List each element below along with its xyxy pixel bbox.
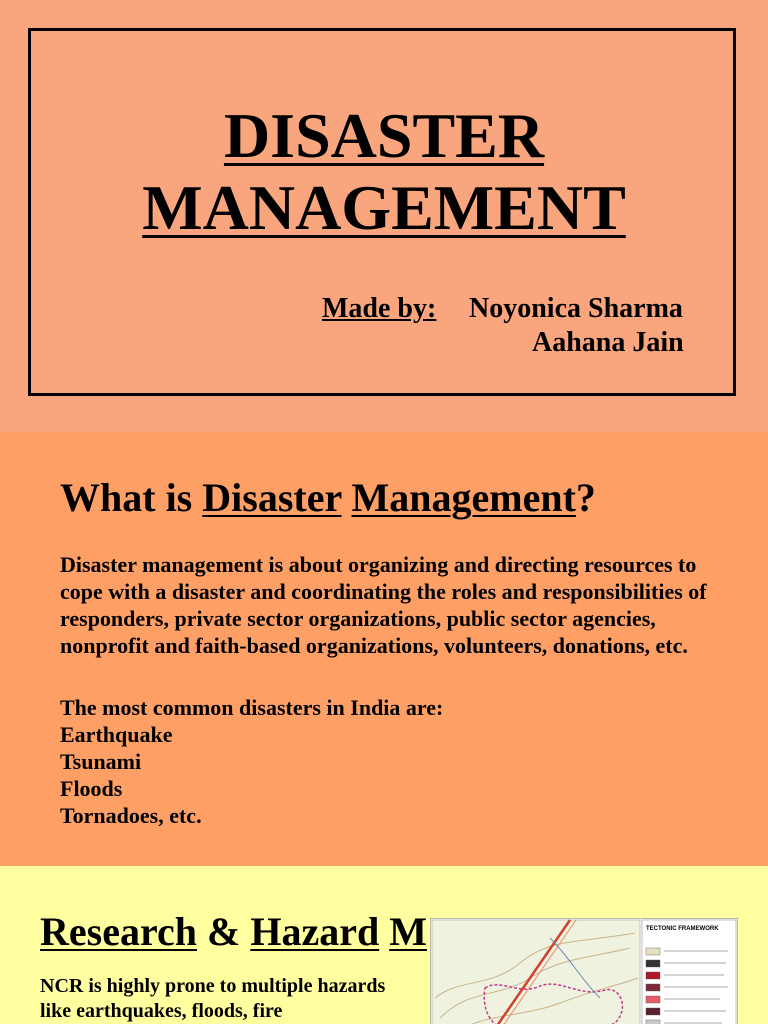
heading-word-mapping-partial: M (389, 909, 427, 954)
made-by-label: Made by: (322, 293, 437, 324)
title-line-2: MANAGEMENT (142, 172, 626, 243)
research-slide (0, 866, 768, 1024)
heading-word-management: Management (351, 475, 576, 520)
author-2: Aahana Jain (532, 327, 684, 358)
author-1: Noyonica Sharma (469, 293, 683, 324)
disaster-list-intro: The most common disasters in India are: (60, 695, 444, 720)
title-slide (0, 0, 768, 432)
title-line-1: DISASTER (223, 100, 545, 171)
research-paragraph: NCR is highly prone to multiple hazards like earthquakes, floods, fire (40, 975, 386, 1022)
heading-word-disaster: Disaster (202, 475, 342, 520)
heading-word-research: Research (40, 909, 197, 954)
list-item: Earthquake (60, 722, 173, 747)
definition-heading (60, 472, 596, 524)
heading-suffix: ? (575, 475, 596, 520)
definition-slide (0, 432, 768, 866)
map-legend-title: TECTONIC FRAMEWORK (646, 926, 719, 932)
list-item: Tornadoes, etc. (60, 803, 202, 828)
research-heading (40, 906, 427, 958)
definition-paragraph: Disaster management is about organizing and directing resources to cope with a disaster and coordinating the roles and responsibilities of responders, private sector organizations, public sector agencies, nonprofit and faith-based organizations, volunteers, donations, etc. (60, 552, 707, 658)
heading-ampersand: & (207, 909, 241, 954)
heading-prefix: What is (60, 475, 203, 520)
disaster-list (60, 694, 443, 829)
hazard-map-image (430, 918, 738, 1024)
list-item: Floods (60, 776, 123, 801)
heading-word-hazard: Hazard (250, 909, 380, 954)
list-item: Tsunami (60, 749, 142, 774)
